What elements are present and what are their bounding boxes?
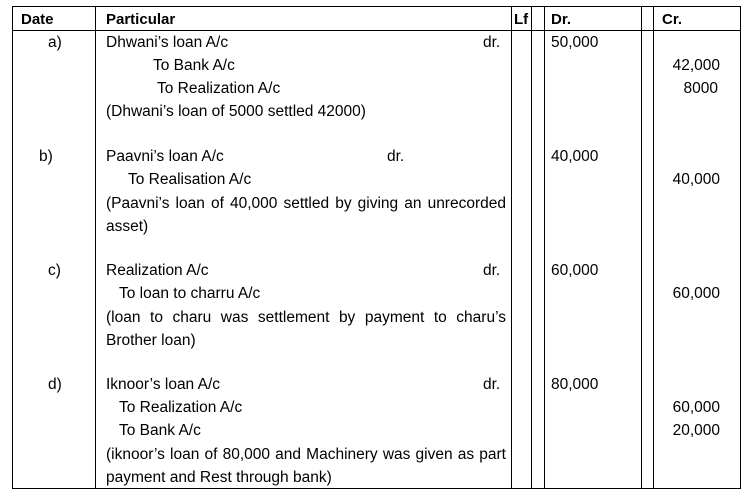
cr-amount: 42,000 [672,57,720,74]
credit-line: To loan to charru A/c [119,285,261,302]
header-dr: Dr. [551,11,572,28]
narration: (Paavni’s loan of 40,000 settled by giving an unrecorded asset) [106,195,506,235]
entry-date: c) [48,262,61,279]
col-divider-dr [641,7,642,488]
credit-line: To Bank A/c [153,57,235,74]
dr-amount: 60,000 [551,262,599,279]
debit-account: Paavni’s loan A/c [106,148,224,165]
entry-date: a) [48,34,62,51]
cr-amount: 60,000 [672,399,720,416]
dr-amount: 50,000 [551,34,599,51]
header-date: Date [21,11,54,28]
dr-amount: 80,000 [551,376,599,393]
entry-date: d) [48,376,62,393]
col-divider-particular [511,7,512,488]
col-divider-cr [653,7,654,488]
journal-table [12,6,741,489]
cr-amount: 8000 [683,80,718,97]
col-divider-lf-right [544,7,545,488]
header-lf: Lf [514,11,529,28]
dr-marker: dr. [483,34,501,51]
header-rule [13,30,740,31]
debit-account: Dhwani’s loan A/c [106,34,229,51]
credit-line: To Realization A/c [119,399,243,416]
header-particular: Particular [106,11,176,28]
credit-line: To Realisation A/c [128,171,252,188]
cr-amount: 20,000 [672,422,720,439]
debit-account: Realization A/c [106,262,209,279]
credit-line: To Realization A/c [157,80,281,97]
debit-account: Iknoor’s loan A/c [106,376,221,393]
entry-date: b) [39,148,53,165]
narration: (Dhwani’s loan of 5000 settled 42000) [106,103,366,120]
dr-amount: 40,000 [551,148,599,165]
dr-marker: dr. [483,262,501,279]
dr-marker: dr. [387,148,405,165]
header-cr: Cr. [662,11,683,28]
cr-amount: 40,000 [672,171,720,188]
dr-marker: dr. [483,376,501,393]
col-divider-date [95,7,96,488]
credit-line: To Bank A/c [119,422,201,439]
narration: (iknoor’s loan of 80,000 and Machinery was given as part payment and Rest through bank) [106,446,506,486]
col-divider-lf-left [531,7,532,488]
cr-amount: 60,000 [672,285,720,302]
narration: (loan to charu was settlement by payment to charu’s Brother loan) [106,309,506,349]
